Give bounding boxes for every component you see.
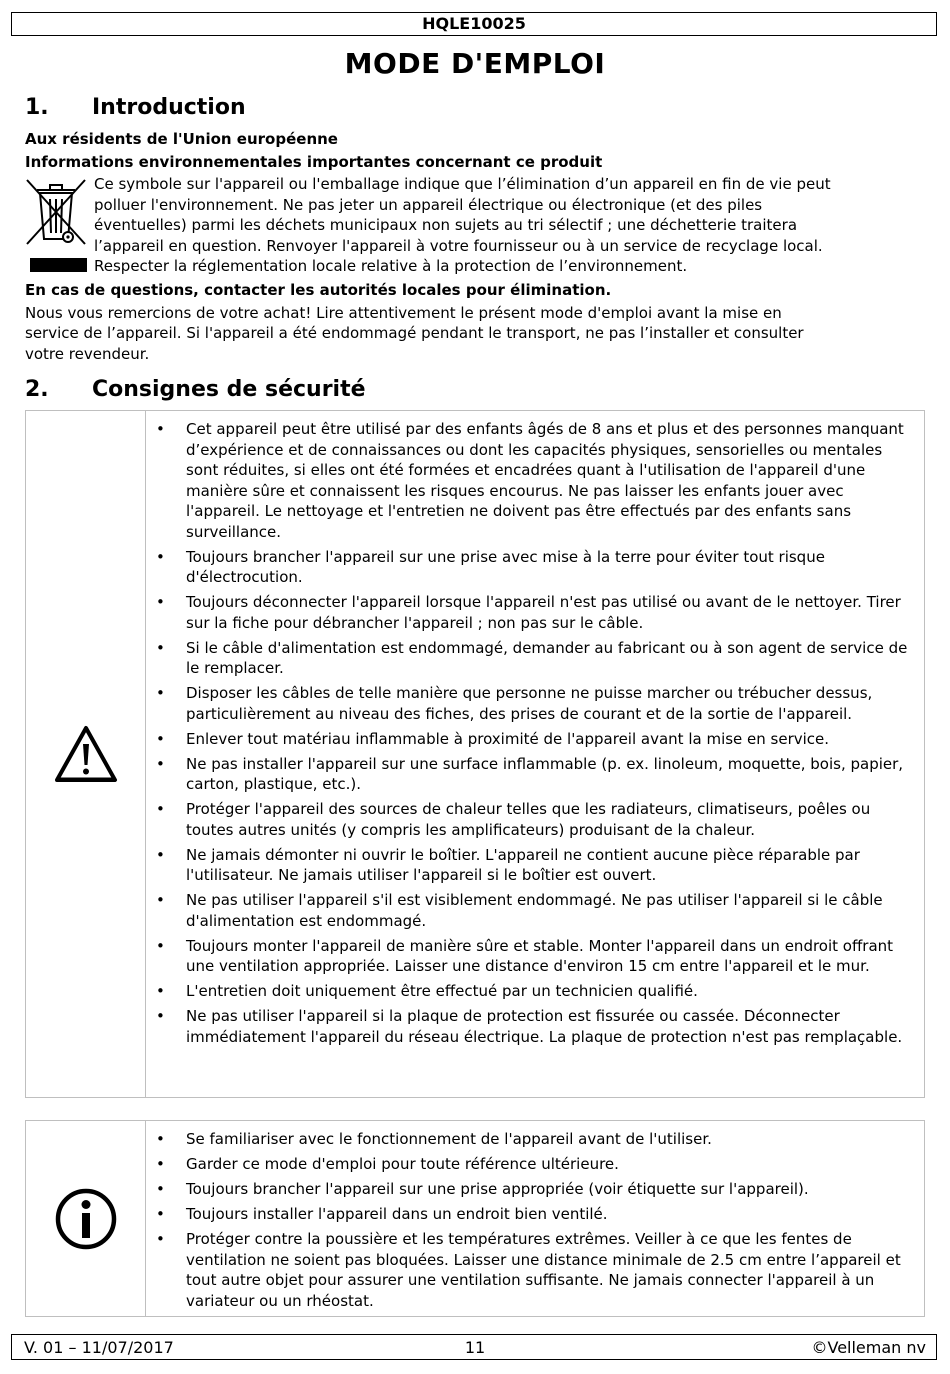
weee-line: polluer l'environnement. Ne pas jeter un appareil électrique ou électronique (et des piles	[94, 195, 763, 214]
list-item: • Protéger l'appareil des sources de chaleur telles que les radiateurs, climatiseurs, poêles ou toutes autres unités (y compris les amplificateurs) produisant de la chaleur.	[151, 799, 914, 840]
weee-crossed-bin-icon	[24, 177, 88, 247]
footer-copyright: ©Velleman nv	[811, 1338, 926, 1357]
info-list-cell	[146, 1121, 924, 1316]
list-item: • Ne jamais démonter ni ouvrir le boîtier. L'appareil ne contient aucune pièce réparable par l'utilisateur. Ne jamais utiliser l'appareil si le boîtier est ouvert.	[151, 845, 914, 886]
header-product-code: HQLE10025	[11, 12, 937, 36]
list-item: • Si le câble d'alimentation est endommagé, demander au fabricant ou à son agent de service de le remplacer.	[151, 638, 914, 679]
info-icon	[54, 1187, 118, 1251]
eu-residents-line: Aux résidents de l'Union européenne	[25, 130, 338, 148]
list-item: • Ne pas utiliser l'appareil si la plaque de protection est fissurée ou cassée. Déconnecter immédiatement l'appareil du réseau électrique. La plaque de protection n'est pas remplaçable.	[151, 1006, 914, 1047]
footer-page-number: 11	[464, 1338, 486, 1357]
info-box	[25, 1120, 925, 1317]
section-1-number: 1.	[25, 95, 49, 120]
thanks-paragraph	[25, 303, 925, 364]
list-item: • Ne pas installer l'appareil sur une surface inflammable (p. ex. linoleum, moquette, bois, papier, carton, plastique, etc.).	[151, 754, 914, 795]
section-1-heading	[25, 93, 246, 123]
thanks-line: votre revendeur.	[25, 344, 150, 363]
list-item: • Toujours brancher l'appareil sur une prise appropriée (voir étiquette sur l'appareil).	[151, 1179, 914, 1200]
footer-version: V. 01 – 11/07/2017	[24, 1338, 174, 1357]
thanks-line: service de l’appareil. Si l'appareil a été endommagé pendant le transport, ne pas l’installer et consulter	[25, 324, 804, 343]
section-2-heading	[25, 375, 366, 405]
weee-line: éventuelles) parmi les déchets municipaux non sujets au tri sélectif ; une déchetterie traitera	[94, 216, 798, 235]
info-icon-cell	[26, 1121, 146, 1316]
weee-line: Ce symbole sur l'appareil ou l'emballage indique que l’élimination d’un appareil en fin de vie peut	[94, 175, 831, 193]
questions-line: En cas de questions, contacter les autorités locales pour élimination.	[25, 281, 612, 299]
list-item: • Toujours installer l'appareil dans un endroit bien ventilé.	[151, 1204, 914, 1225]
list-item: • Protéger contre la poussière et les températures extrêmes. Veiller à ce que les fentes de ventilation ne soient pas bloquées. Laisser une distance minimale de 2.5 cm entre l’appareil et tout autre objet pour assurer une ventilation suffisante. Ne jamais connecter l'appareil à un variateur ou un rhéostat.	[151, 1229, 914, 1311]
warning-triangle-icon	[53, 724, 119, 784]
list-item: • Toujours déconnecter l'appareil lorsque l'appareil n'est pas utilisé ou avant de le nettoyer. Tirer sur la fiche pour débrancher l'appareil ; non pas sur le câble.	[151, 592, 914, 633]
list-item: • Ne pas utiliser l'appareil s'il est visiblement endommagé. Ne pas utiliser l'appareil si le câble d'alimentation est endommagé.	[151, 890, 914, 931]
env-info-line: Informations environnementales importantes concernant ce produit	[25, 153, 603, 171]
weee-line: l’appareil en question. Renvoyer l'appareil à votre fournisseur ou à un service de recyclage local.	[94, 236, 823, 255]
section-2-title: Consignes de sécurité	[92, 377, 366, 402]
list-item: • Garder ce mode d'emploi pour toute référence ultérieure.	[151, 1154, 914, 1175]
warning-list	[151, 419, 914, 1047]
weee-notice	[94, 174, 929, 277]
weee-line: Respecter la réglementation locale relative à la protection de l’environnement.	[94, 257, 688, 276]
warning-icon-cell	[26, 411, 146, 1097]
section-2-number: 2.	[25, 377, 49, 402]
thanks-line: Nous vous remercions de votre achat! Lire attentivement le présent mode d'emploi avant la mise en	[25, 304, 782, 322]
list-item: • Toujours brancher l'appareil sur une prise avec mise à la terre pour éviter tout risque d'électrocution.	[151, 547, 914, 588]
list-item: • Se familiariser avec le fonctionnement de l'appareil avant de l'utiliser.	[151, 1129, 914, 1150]
warning-box	[25, 410, 925, 1098]
list-item: • L'entretien doit uniquement être effectué par un technicien qualifié.	[151, 981, 914, 1002]
list-item: • Disposer les câbles de telle manière que personne ne puisse marcher ou trébucher dessus, particulièrement au niveau des fiches, des prises de courant et de la sortie de l'appareil.	[151, 683, 914, 724]
list-item: • Cet appareil peut être utilisé par des enfants âgés de 8 ans et plus et des personnes manquant d’expérience et de connaissances ou dont les capacités physiques, sensorielles ou mentales sont réduites, si elles ont été formées et encadrées quant à l'utilisation de l'appareil d'une manière sûre et connaissent les risques encourus. Ne pas laisser les enfants jouer avec l'appareil. Le nettoyage et l'entretien ne doivent pas être effectués par des enfants sans surveillance.	[151, 419, 914, 542]
page-footer	[11, 1334, 937, 1360]
list-item: • Enlever tout matériau inflammable à proximité de l'appareil avant la mise en service.	[151, 729, 914, 750]
section-1-title: Introduction	[92, 95, 246, 120]
weee-black-bar	[30, 258, 87, 272]
page-title: MODE D'EMPLOI	[344, 47, 606, 80]
list-item: • Toujours monter l'appareil de manière sûre et stable. Monter l'appareil dans un endroit offrant une ventilation appropriée. Laisser une distance d'environ 15 cm entre l'appareil et le mur.	[151, 936, 914, 977]
info-list	[151, 1129, 914, 1311]
warning-list-cell	[146, 411, 924, 1097]
